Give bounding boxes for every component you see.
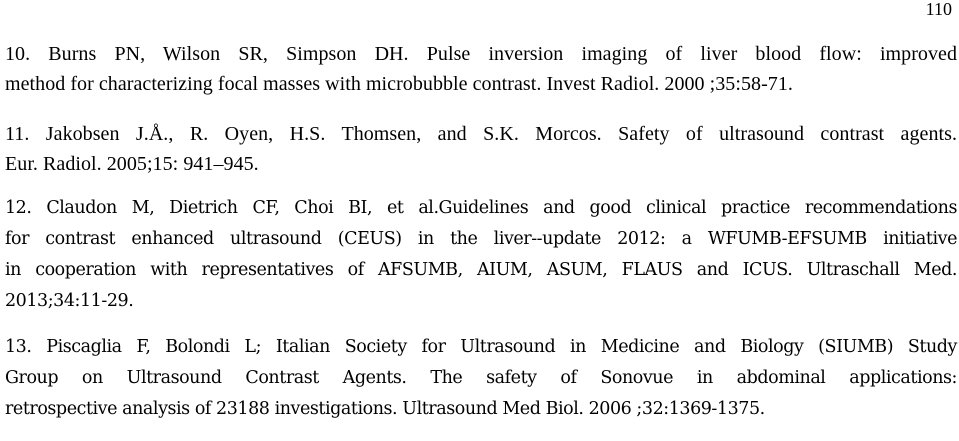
reference-line: 13. Piscaglia F, Bolondi L; Italian Society for Ultrasound in Medicine and Biology (SIUMB) Study [5, 337, 957, 357]
reference-item [5, 39, 957, 99]
reference-item [5, 119, 957, 179]
reference-line: 10. Burns PN, Wilson SR, Simpson DH. Pulse inversion imaging of liver blood flow: improved [5, 43, 957, 65]
reference-item [5, 193, 957, 317]
reference-line: 2013;34:11-29. [5, 291, 134, 311]
reference-line: for contrast enhanced ultrasound (CEUS) in the liver--update 2012: a WFUMB-EFSUMB initiative [5, 229, 957, 249]
page-number: 110 [925, 0, 952, 19]
reference-line: 11. Jakobsen J.Å., R. Oyen, H.S. Thomsen, and S.K. Morcos. Safety of ultrasound contrast agents. [5, 123, 957, 145]
reference-line: method for characterizing focal masses with microbubble contrast. Invest Radiol. 2000 ;35:58-71. [5, 73, 793, 95]
reference-list [5, 39, 957, 441]
reference-line: in cooperation with representatives of AFSUMB, AIUM, ASUM, FLAUS and ICUS. Ultraschall Med. [5, 260, 957, 280]
reference-line: Group on Ultrasound Contrast Agents. The safety of Sonovue in abdominal applications: [5, 368, 957, 388]
reference-line: retrospective analysis of 23188 investigations. Ultrasound Med Biol. 2006 ;32:1369-1375. [5, 399, 765, 419]
reference-line: 12. Claudon M, Dietrich CF, Choi BI, et al.Guidelines and good clinical practice recommendations [5, 198, 957, 218]
reference-item [5, 332, 957, 425]
reference-line: Eur. Radiol. 2005;15: 941–945. [5, 153, 259, 175]
